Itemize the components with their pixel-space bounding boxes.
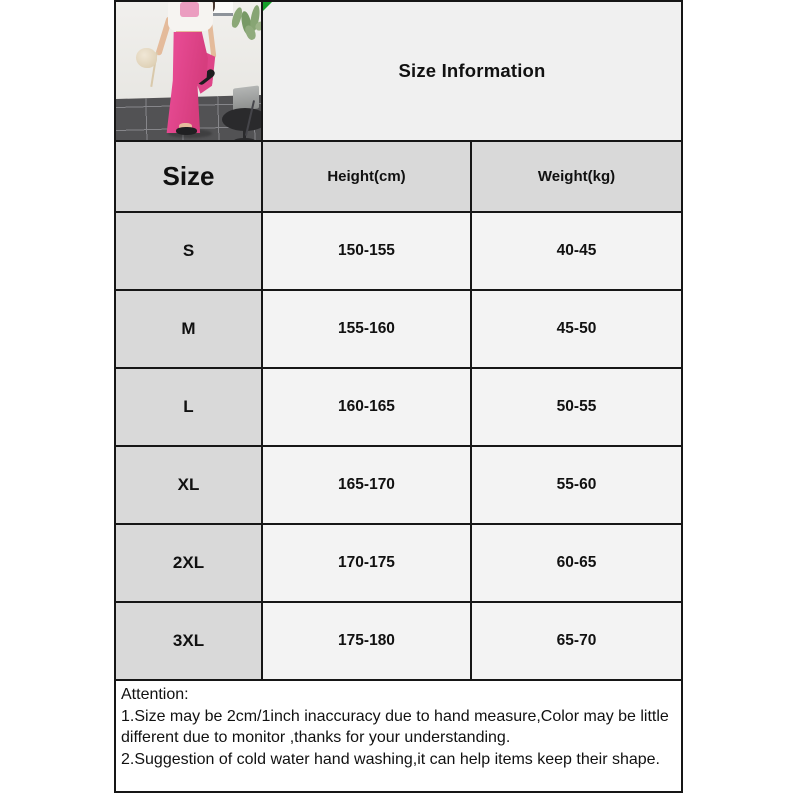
height-cell: 170-175 bbox=[263, 525, 470, 601]
photo-side-table-base bbox=[234, 138, 255, 140]
weight-cell: 45-50 bbox=[472, 291, 681, 367]
size-information-banner bbox=[263, 2, 681, 140]
photo-sandal bbox=[176, 127, 197, 135]
weight-cell: 50-55 bbox=[472, 369, 681, 445]
weight-cell: 55-60 bbox=[472, 447, 681, 523]
height-cell: 160-165 bbox=[263, 369, 470, 445]
attention-box bbox=[116, 681, 681, 791]
col-header-size: Size bbox=[116, 142, 261, 211]
size-cell: XL bbox=[116, 447, 261, 523]
attention-title: Attention: bbox=[121, 686, 189, 703]
size-cell: 2XL bbox=[116, 525, 261, 601]
banner-title: Size Information bbox=[398, 60, 546, 81]
size-cell: 3XL bbox=[116, 603, 261, 679]
photo-handbag bbox=[136, 48, 157, 68]
photo-top-graphic bbox=[180, 2, 199, 17]
attention-note-1: 1.Size may be 2cm/1inch inaccuracy due to hand measure,Color may be little different due to monitor ,thanks for your understanding. bbox=[121, 707, 669, 746]
height-cell: 155-160 bbox=[263, 291, 470, 367]
weight-cell: 65-70 bbox=[472, 603, 681, 679]
weight-cell: 60-65 bbox=[472, 525, 681, 601]
size-chart-sheet bbox=[114, 0, 683, 793]
col-header-weight: Weight(kg) bbox=[472, 142, 681, 211]
height-cell: 165-170 bbox=[263, 447, 470, 523]
product-photo bbox=[116, 2, 261, 140]
height-cell: 175-180 bbox=[263, 603, 470, 679]
size-cell: S bbox=[116, 213, 261, 289]
excel-error-marker bbox=[263, 2, 272, 11]
attention-note-2: 2.Suggestion of cold water hand washing,it can help items keep their shape. bbox=[121, 750, 660, 768]
height-cell: 150-155 bbox=[263, 213, 470, 289]
size-cell: M bbox=[116, 291, 261, 367]
size-cell: L bbox=[116, 369, 261, 445]
col-header-height: Height(cm) bbox=[263, 142, 470, 211]
photo-side-table bbox=[222, 108, 261, 131]
weight-cell: 40-45 bbox=[472, 213, 681, 289]
